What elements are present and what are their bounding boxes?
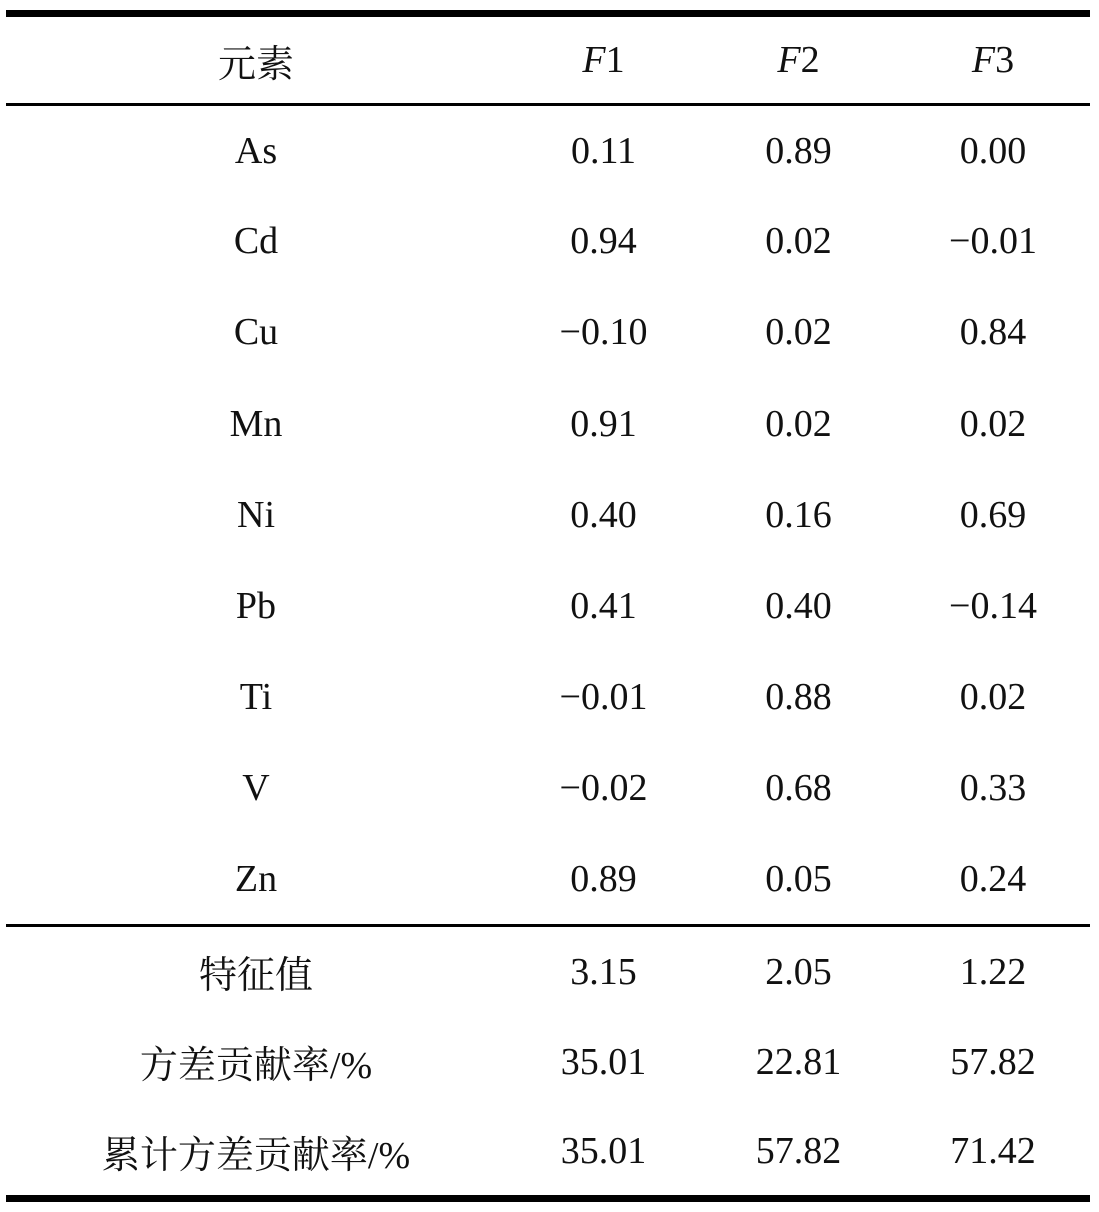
summary-row-value-f1: 35.01 [506, 1108, 701, 1199]
table-row-label: Cd [233, 220, 279, 263]
table-row [6, 287, 1090, 378]
table-row-value-f1: 0.40 [570, 493, 637, 536]
header-f1-number: 1 [605, 39, 625, 81]
table-row-value-f1: 0.91 [570, 402, 637, 445]
summary-rows [6, 925, 1090, 1199]
table-row-value-f3: −0.01 [949, 220, 1037, 263]
table-row [6, 652, 1090, 743]
table-row-value-f1: 0.89 [570, 857, 637, 900]
header-f3-number: 3 [995, 39, 1015, 81]
table-row-value-f2: 0.40 [765, 585, 832, 628]
summary-row-label: 累计方差贡献率/% [6, 1108, 506, 1199]
table-row-value-f1: −0.02 [559, 767, 648, 810]
table-row-value-f1: 0.94 [570, 220, 637, 263]
table-row-label: V [242, 767, 270, 810]
header-f2 [701, 14, 896, 105]
table-row-value-f2: 0.68 [765, 767, 832, 810]
table-row-value-f3: 0.02 [959, 676, 1027, 719]
table-row-value-f2: 0.02 [765, 220, 832, 263]
table-row-value-f3: 0.24 [959, 857, 1027, 900]
summary-row-value-f1: 35.01 [560, 1040, 647, 1083]
table-row-value-f1: 0.11 [570, 129, 637, 172]
table-row [6, 105, 1090, 196]
summary-row-value-f3: 57.82 [950, 1040, 1036, 1083]
summary-row [6, 925, 1090, 1016]
summary-row-value-f2: 57.82 [701, 1108, 896, 1199]
summary-row-label: 方差贡献率/% [139, 1045, 373, 1088]
table-row-label: As [234, 129, 278, 172]
table-row-value-f1: −0.01 [559, 676, 648, 719]
header-element: 元素 [6, 14, 506, 105]
table-row-value-f2: 0.05 [765, 857, 832, 900]
table-row-value-f2: 0.02 [765, 311, 832, 354]
header-f3 [896, 14, 1090, 105]
table-row [6, 743, 1090, 834]
table-row [6, 469, 1090, 560]
table-row-label: Ni [237, 493, 275, 536]
factor-loading-table [6, 10, 1090, 1202]
table-row-label: Ti [239, 676, 273, 719]
data-rows [6, 105, 1090, 926]
table-row-value-f3: 0.02 [959, 402, 1027, 445]
header-f1 [506, 14, 701, 105]
table-row-label: Zn [234, 857, 278, 900]
summary-row-value-f3: 71.42 [896, 1108, 1090, 1199]
factor-loading-table-container [6, 10, 1090, 1202]
table-row-value-f2: 0.02 [765, 402, 832, 445]
header-f1-letter: F [582, 39, 606, 81]
table-row-value-f2: 0.89 [765, 129, 832, 172]
table-row-value-f1: −0.10 [559, 311, 648, 354]
table-row-value-f1: 0.41 [570, 585, 637, 628]
table-row-value-f2: 0.16 [765, 493, 832, 536]
table-row [6, 560, 1090, 651]
summary-row-value-f2: 2.05 [701, 925, 896, 1016]
table-row-value-f2: 0.88 [765, 676, 832, 719]
header-f2-letter: F [777, 39, 801, 81]
summary-row [6, 1108, 1090, 1199]
header-f2-number: 2 [800, 39, 820, 81]
table-row [6, 834, 1090, 925]
table-row-value-f3: 0.84 [959, 311, 1027, 354]
table-row-value-f3: 0.00 [959, 129, 1027, 172]
summary-row-label: 特征值 [6, 925, 506, 1016]
table-row-value-f3: 0.33 [959, 767, 1027, 810]
table-row-label: Cu [233, 311, 279, 354]
table-header-row [6, 14, 1090, 105]
summary-row-value-f1: 3.15 [506, 925, 701, 1016]
summary-row-value-f3: 1.22 [896, 925, 1090, 1016]
table-row-label: Mn [229, 402, 283, 445]
summary-row [6, 1016, 1090, 1107]
table-row-value-f3: 0.69 [959, 493, 1027, 536]
summary-row-value-f2: 22.81 [755, 1040, 842, 1083]
table-row-value-f3: −0.14 [949, 585, 1037, 628]
header-f3-letter: F [971, 39, 996, 81]
table-row [6, 378, 1090, 469]
table-row-label: Pb [235, 585, 277, 628]
table-row [6, 196, 1090, 287]
